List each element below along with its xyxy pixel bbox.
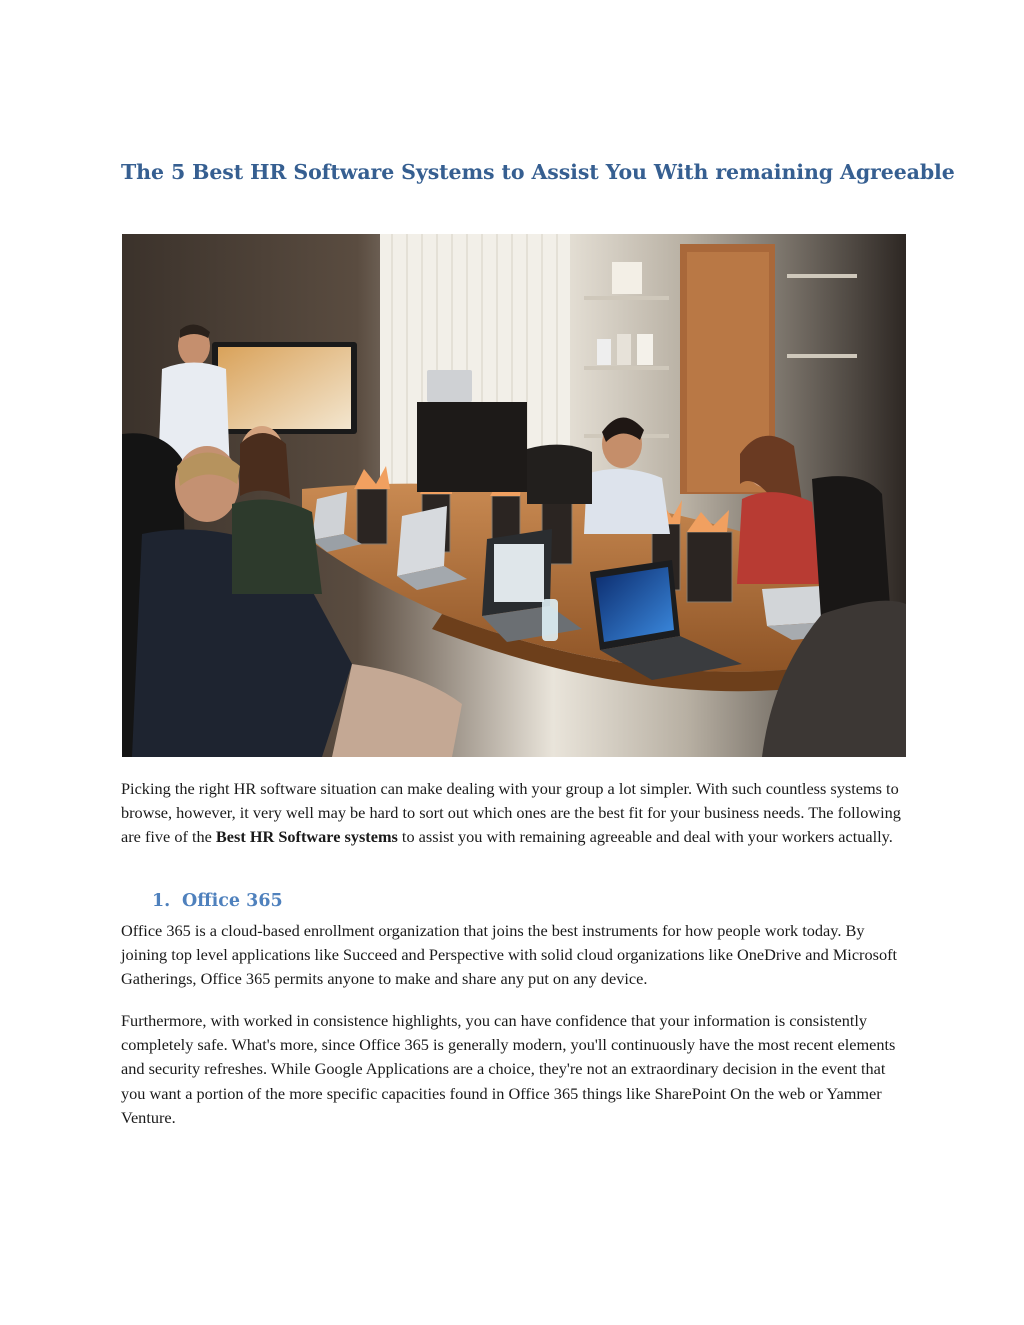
- section-paragraph: Furthermore, with worked in consistence highlights, you can have confidence that your information is consistently completely safe. What's more, since Office 365 is generally modern, you'll continuously have the most recent elements and security refreshes. While Google Applications are a choice, they're not an extraordinary decision in the event that you want a portion of the more specific capacities found in Office 365 things like SharePoint On the web or Yammer Venture.: [121, 1011, 896, 1127]
- meeting-illustration: [122, 234, 906, 757]
- document-title: The 5 Best HR Software Systems to Assist You With remaining Agreeable: [121, 160, 955, 184]
- intro-text-after: to assist you with remaining agreeable and deal with your workers actually.: [397, 827, 893, 847]
- meeting-photo: [122, 234, 906, 757]
- intro-paragraph: [121, 777, 911, 850]
- section-heading-office-365: [152, 891, 283, 911]
- section-title: Office 365: [182, 891, 283, 911]
- section-paragraph: Office 365 is a cloud-based enrollment organization that joins the best instruments for how people work today. By joining top level applications like Succeed and Perspective with solid cloud organizations like OneDrive and Microsoft Gatherings, Office 365 permits anyone to make and share any put on any device.: [121, 921, 898, 989]
- intro-text-before: Picking the right HR software situation can make dealing with your group a lot simpler. With such countless systems to browse, however, it very well may be hard to sort out which ones are the best fit for your business needs. The following are five of the: [121, 779, 901, 847]
- intro-bold-phrase: Best HR Software systems: [215, 827, 398, 847]
- section-number: 1.: [152, 891, 171, 911]
